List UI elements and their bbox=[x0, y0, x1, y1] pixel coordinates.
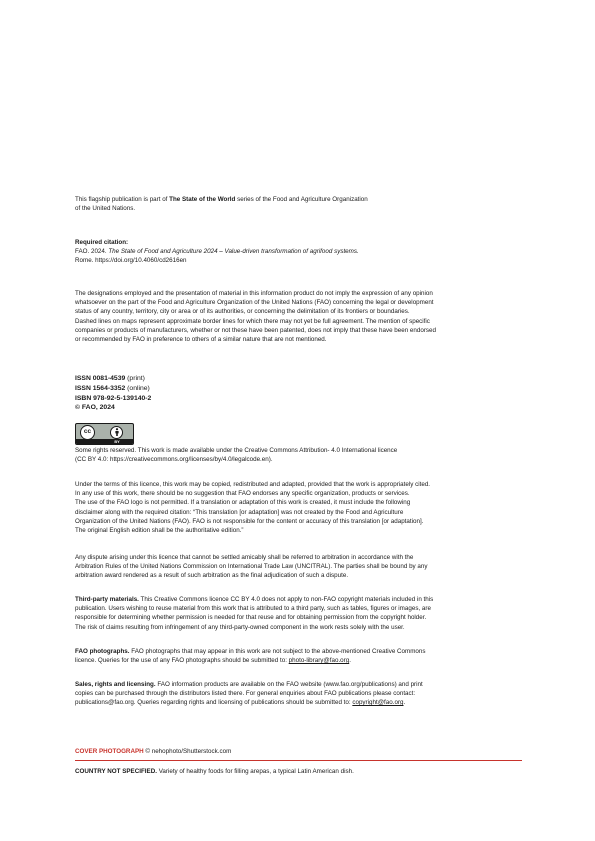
sales-line: FAO information products are available on the FAO website (www.fao.org/publications) and print bbox=[155, 681, 423, 688]
disclaimer-line: The designations employed and the presentation of material in this information product do not imply the expression of any opinion bbox=[75, 290, 433, 297]
disclaimer-line: Dashed lines on maps represent approximate border lines for which there may not yet be full agreement. The mention of specific bbox=[75, 317, 430, 325]
cover-photograph-source: © nehophoto/Shutterstock.com bbox=[143, 748, 232, 755]
third-party-line: responsible for determining whether permission is needed for that reuse and for obtaining permission from the copyright holder. bbox=[75, 614, 427, 622]
issn-online-note: (online) bbox=[125, 384, 150, 392]
terms-line: The original English edition shall be the authoritative edition.” bbox=[75, 527, 244, 535]
attribution-person-icon bbox=[110, 426, 123, 439]
citation-title: The State of Food and Agriculture 2024 – Value-driven transformation of agrifood systems. bbox=[108, 248, 359, 256]
issn-online: ISSN 1564-3352 bbox=[75, 384, 126, 392]
terms-line: disclaimer along with the required citation: “This translation [or adaptation] was not created by the Food and Agriculture bbox=[75, 508, 404, 516]
sales-line: copies can be purchased through the distributors listed there. For general enquiries about FAO publications please contact: bbox=[75, 690, 416, 698]
sales-rights-licensing bbox=[75, 680, 525, 708]
series-statement bbox=[75, 195, 525, 213]
photo-library-email-link[interactable]: photo-library@fao.org bbox=[288, 657, 350, 665]
sales-line: publications@fao.org. Queries regarding rights and licensing of publications should be submitted to: bbox=[75, 699, 353, 707]
photos-line-end: . bbox=[349, 657, 351, 665]
terms-line: Under the terms of this licence, this work may be copied, redistributed and adapted, provided that the work is appropriately cited. bbox=[75, 481, 431, 488]
intro-line-2: of the United Nations. bbox=[75, 205, 136, 213]
caption-location: COUNTRY NOT SPECIFIED. bbox=[75, 768, 157, 775]
isbn: ISBN 978-92-5-139140-2 bbox=[75, 394, 152, 402]
cover-caption bbox=[75, 768, 354, 776]
dispute-line: Any dispute arising under this licence that cannot be settled amicably shall be referred to arbitration in accordance with the bbox=[75, 554, 414, 561]
dispute-clause bbox=[75, 553, 525, 581]
fao-photographs bbox=[75, 647, 525, 665]
licence-statement bbox=[75, 446, 525, 464]
required-citation bbox=[75, 238, 525, 266]
third-party-heading: Third-party materials. bbox=[75, 596, 139, 603]
issn-print-note: (print) bbox=[125, 375, 145, 382]
cover-photograph-credit bbox=[75, 748, 231, 756]
terms-line: Organization of the United Nations (FAO). FAO is not responsible for the content or accuracy of this translation [or adaptation]. bbox=[75, 517, 424, 525]
divider bbox=[75, 760, 522, 761]
cc-by-licence-badge bbox=[75, 423, 134, 445]
third-party-materials bbox=[75, 595, 525, 632]
intro-text-continued: series of the Food and Agriculture Organization bbox=[235, 196, 368, 203]
rights-line: Some rights reserved. This work is made available under the Creative Commons Attribution- 4.0 International licence bbox=[75, 447, 398, 454]
third-party-line: publication. Users wishing to reuse material from this work that is attributed to a third party, such as tables, figures or images, are bbox=[75, 605, 431, 613]
copyright-notice: © FAO, 2024 bbox=[75, 404, 115, 412]
badge-strip bbox=[76, 439, 133, 444]
citation-heading: Required citation: bbox=[75, 239, 129, 246]
creative-commons-icon: cc bbox=[80, 425, 95, 440]
disclaimer-line: companies or products of manufacturers, whether or not these have been patented, does not imply that these have been endorsed bbox=[75, 326, 436, 334]
dispute-line: Arbitration Rules of the United Nations Commission on International Trade Law (UNCITRAL). The parties shall be bound by any bbox=[75, 563, 428, 571]
copyright-email-link[interactable]: copyright@fao.org bbox=[352, 699, 404, 707]
disclaimer-line: or recommended by FAO in preference to others of a similar nature that are not mentioned. bbox=[75, 336, 327, 344]
photos-line: licence. Queries for the use of any FAO photographs should be submitted to: bbox=[75, 657, 289, 665]
disclaimer-line: status of any country, territory, city or area or of its authorities, or concerning the delimitation of its frontiers or boundaries. bbox=[75, 308, 410, 316]
photos-heading: FAO photographs. bbox=[75, 648, 130, 655]
disclaimer-line: whatsoever on the part of the Food and Agriculture Organization of the United Nations (FAO) concerning the legal or development bbox=[75, 299, 434, 307]
third-party-line: This Creative Commons licence CC BY 4.0 does not apply to non-FAO copyright materials included in this bbox=[138, 596, 434, 603]
photos-line: FAO photographs that may appear in this work are not subject to the above-mentioned Creative Commons bbox=[129, 648, 426, 655]
sales-heading: Sales, rights and licensing. bbox=[75, 681, 156, 688]
issn-print: ISSN 0081-4539 bbox=[75, 375, 126, 382]
licence-terms bbox=[75, 480, 525, 535]
issn-isbn-block bbox=[75, 374, 525, 413]
citation-doi: Rome. https://doi.org/10.4060/cd2616en bbox=[75, 257, 187, 265]
terms-line: The use of the FAO logo is not permitted. If a translation or adaptation of this work is created, it must include the following bbox=[75, 499, 411, 507]
citation-prefix: FAO. 2024. bbox=[75, 248, 109, 256]
series-name: The State of the World bbox=[169, 196, 236, 203]
rights-line: (CC BY 4.0: https://creativecommons.org/licenses/by/4.0/legalcode.en). bbox=[75, 456, 273, 464]
disclaimer bbox=[75, 289, 525, 344]
dispute-line: arbitration award rendered as a result of such arbitration as the final adjudication of such a dispute. bbox=[75, 572, 349, 580]
third-party-line: The risk of claims resulting from infringement of any third-party-owned component in the work rests solely with the user. bbox=[75, 623, 405, 631]
intro-text: This flagship publication is part of bbox=[75, 196, 170, 203]
terms-line: In any use of this work, there should be no suggestion that FAO endorses any specific organization, products or services. bbox=[75, 490, 410, 498]
cover-photograph-label: COVER PHOTOGRAPH bbox=[75, 748, 144, 755]
sales-line-end: . bbox=[403, 699, 406, 707]
by-label: BY bbox=[114, 439, 120, 444]
caption-text: Variety of healthy foods for filling arepas, a typical Latin American dish. bbox=[156, 768, 354, 775]
